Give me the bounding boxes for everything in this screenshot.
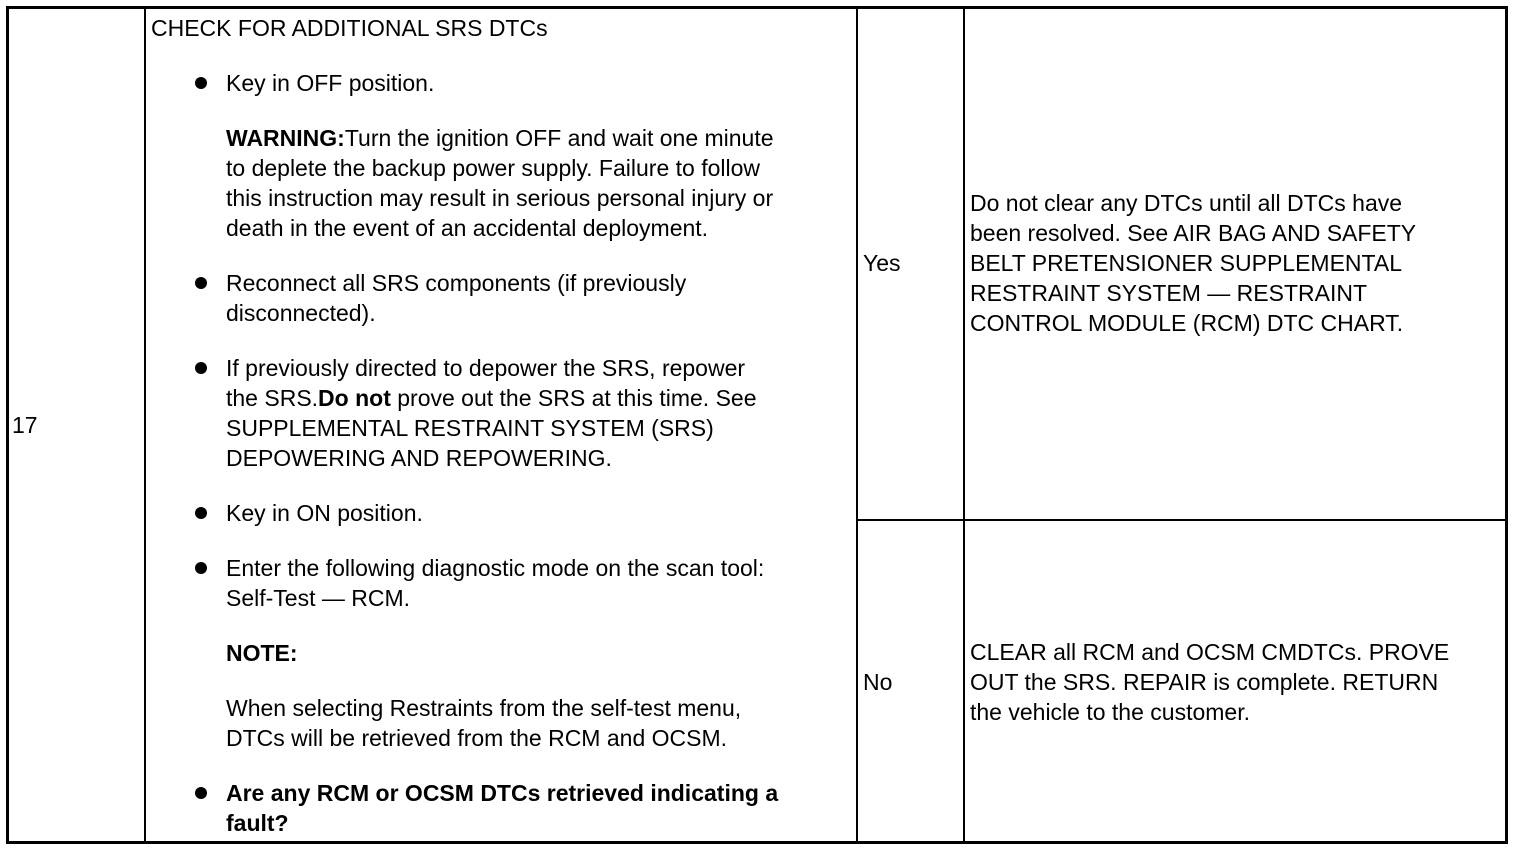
instruction-enter-mode-line-2: Self-Test — RCM. <box>226 585 411 611</box>
instruction-key-on: Key in ON position. <box>226 500 423 526</box>
action-yes-line-4: RESTRAINT SYSTEM — RESTRAINT <box>970 280 1368 306</box>
bullet-icon <box>195 562 207 574</box>
instruction-reconnect-line-1: Reconnect all SRS components (if previously <box>226 270 687 296</box>
repower-suffix: prove out the SRS at this time. See <box>390 385 757 411</box>
note-line-2: DTCs will be retrieved from the RCM and OCSM. <box>226 725 728 751</box>
result-row-divider <box>856 519 1508 521</box>
note-line-1: When selecting Restraints from the self-test menu, <box>226 695 742 721</box>
step-title: CHECK FOR ADDITIONAL SRS DTCs <box>151 15 548 41</box>
result-yes: Yes <box>863 250 901 276</box>
repower-prefix: the SRS. <box>226 385 319 411</box>
bullet-icon <box>195 77 207 89</box>
warning-line-3: this instruction may result in serious personal injury or <box>226 185 774 211</box>
action-yes-line-1: Do not clear any DTCs until all DTCs have <box>970 190 1403 216</box>
step-number: 17 <box>12 412 38 438</box>
action-yes-line-3: BELT PRETENSIONER SUPPLEMENTAL <box>970 250 1403 276</box>
warning-text: Turn the ignition OFF and wait one minute <box>344 125 774 151</box>
column-divider-action <box>963 6 965 844</box>
action-no-line-2: OUT the SRS. REPAIR is complete. RETURN <box>970 669 1439 695</box>
instruction-repower-line-1: If previously directed to depower the SRS, repower <box>226 355 746 381</box>
bullet-icon <box>195 507 207 519</box>
instruction-repower-line-4: DEPOWERING AND REPOWERING. <box>226 445 612 471</box>
instruction-key-off: Key in OFF position. <box>226 70 435 96</box>
result-no: No <box>863 669 893 695</box>
instruction-reconnect-line-2: disconnected). <box>226 300 376 326</box>
action-no-line-3: the vehicle to the customer. <box>970 699 1250 725</box>
question-line-2: fault? <box>226 810 289 836</box>
warning-line-2: to deplete the backup power supply. Failure to follow <box>226 155 760 181</box>
instruction-enter-mode-line-1: Enter the following diagnostic mode on the scan tool: <box>226 555 765 581</box>
column-divider-step <box>144 6 146 844</box>
bullet-icon <box>195 787 207 799</box>
action-no-line-1: CLEAR all RCM and OCSM CMDTCs. PROVE <box>970 639 1450 665</box>
bullet-icon <box>195 277 207 289</box>
action-yes-line-5: CONTROL MODULE (RCM) DTC CHART. <box>970 310 1404 336</box>
note-label: NOTE: <box>226 640 298 666</box>
repower-do-not: Do not <box>318 385 391 411</box>
instruction-repower-line-2 <box>226 383 757 413</box>
warning-line-1 <box>226 123 774 153</box>
action-yes-line-2: been resolved. See AIR BAG AND SAFETY <box>970 220 1417 246</box>
question-line-1: Are any RCM or OCSM DTCs retrieved indicating a <box>226 780 779 806</box>
warning-label: WARNING: <box>226 125 345 151</box>
column-divider-result <box>856 6 858 844</box>
warning-line-4: death in the event of an accidental deployment. <box>226 215 709 241</box>
instruction-repower-line-3: SUPPLEMENTAL RESTRAINT SYSTEM (SRS) <box>226 415 714 441</box>
bullet-icon <box>195 362 207 374</box>
